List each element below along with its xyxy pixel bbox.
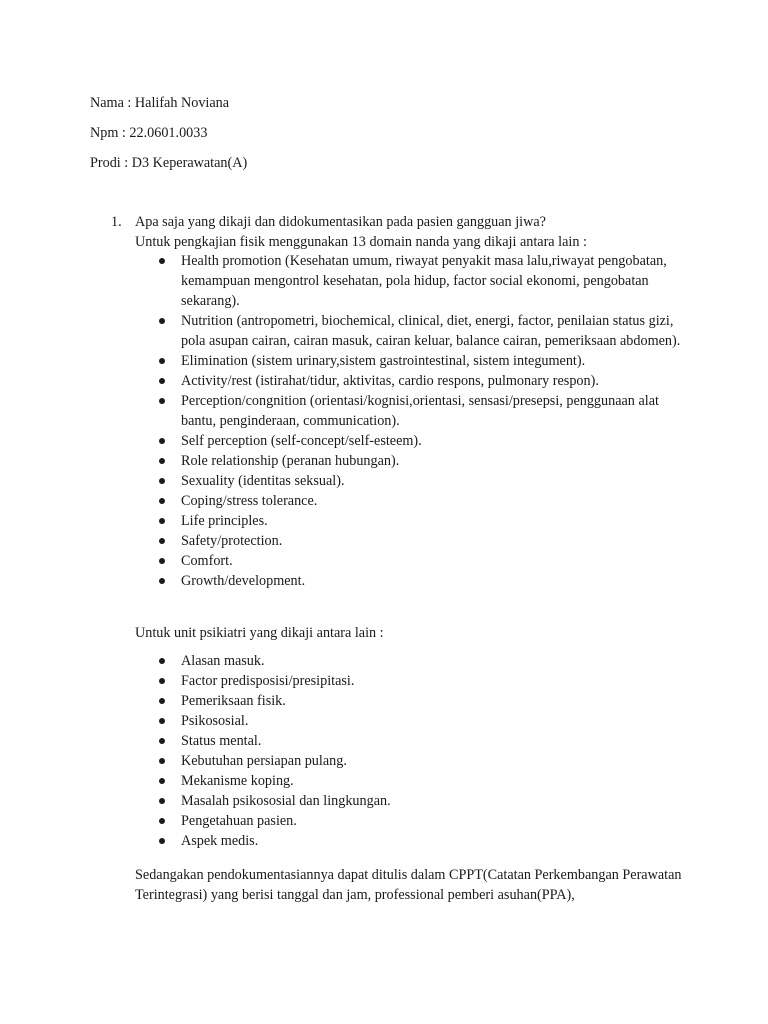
physical-assessment-intro: Untuk pengkajian fisik menggunakan 13 domain nanda yang dikaji antara lain : <box>135 234 587 250</box>
list-item <box>0 531 768 551</box>
list-item <box>0 571 768 591</box>
list-item-text: Sexuality (identitas seksual). <box>181 473 345 489</box>
bullet-icon <box>159 558 165 564</box>
list-item <box>0 391 768 431</box>
bullet-icon <box>159 738 165 744</box>
list-item-text: Life principles. <box>181 513 268 529</box>
list-item <box>0 451 768 471</box>
list-item-text: Elimination (sistem urinary,sistem gastrointestinal, sistem integument). <box>181 353 586 369</box>
list-item-text: Pengetahuan pasien. <box>181 813 297 829</box>
student-npm: Npm : 22.0601.0033 <box>90 125 208 141</box>
bullet-icon <box>159 698 165 704</box>
list-item <box>0 751 768 771</box>
list-item-text: Kebutuhan persiapan pulang. <box>181 753 347 769</box>
bullet-icon <box>159 778 165 784</box>
nanda-domain-list <box>0 251 768 591</box>
list-item-text: Status mental. <box>181 733 262 749</box>
bullet-icon <box>159 758 165 764</box>
bullet-icon <box>159 378 165 384</box>
question-number: 1. <box>111 214 122 230</box>
list-item <box>0 431 768 451</box>
question-text: Apa saja yang dikaji dan didokumentasikan pada pasien gangguan jiwa? <box>135 214 546 230</box>
list-item-text: Psikososial. <box>181 713 249 729</box>
list-item-text: Perception/congnition (orientasi/kognisi,orientasi, sensasi/presepsi, penggunaan alat bantu, penginderaan, communication). <box>181 393 659 429</box>
bullet-icon <box>159 458 165 464</box>
list-item <box>0 311 768 351</box>
bullet-icon <box>159 678 165 684</box>
bullet-icon <box>159 838 165 844</box>
bullet-icon <box>159 398 165 404</box>
list-item-text: Comfort. <box>181 553 233 569</box>
bullet-icon <box>159 658 165 664</box>
list-item-text: Nutrition (antropometri, biochemical, clinical, diet, energi, factor, penilaian status gizi, pola asupan cairan, cairan masuk, cairan keluar, balance cairan, pemeriksaan abdomen). <box>181 313 681 349</box>
documentation-paragraph: Sedangakan pendokumentasiannya dapat ditulis dalam CPPT(Catatan Perkembangan Perawatan Terintegrasi) yang berisi tanggal dan jam, professional pemberi asuhan(PPA), <box>135 867 682 903</box>
list-item-text: Safety/protection. <box>181 533 283 549</box>
list-item <box>0 491 768 511</box>
bullet-icon <box>159 538 165 544</box>
student-prodi: Prodi : D3 Keperawatan(A) <box>90 155 248 171</box>
list-item <box>0 691 768 711</box>
student-name: Nama : Halifah Noviana <box>90 95 230 111</box>
list-item-text: Growth/development. <box>181 573 306 589</box>
bullet-icon <box>159 358 165 364</box>
list-item <box>0 651 768 671</box>
list-item <box>0 371 768 391</box>
list-item <box>0 551 768 571</box>
list-item <box>0 831 768 851</box>
bullet-icon <box>159 258 165 264</box>
psychiatric-unit-intro: Untuk unit psikiatri yang dikaji antara lain : <box>135 625 384 641</box>
list-item-text: Factor predisposisi/presipitasi. <box>181 673 355 689</box>
bullet-icon <box>159 438 165 444</box>
bullet-icon <box>159 498 165 504</box>
bullet-icon <box>159 518 165 524</box>
list-item <box>0 771 768 791</box>
list-item-text: Alasan masuk. <box>181 653 265 669</box>
list-item-text: Mekanisme koping. <box>181 773 294 789</box>
bullet-icon <box>159 578 165 584</box>
list-item <box>0 511 768 531</box>
bullet-icon <box>159 478 165 484</box>
list-item <box>0 711 768 731</box>
list-item <box>0 351 768 371</box>
list-item-text: Health promotion (Kesehatan umum, riwayat penyakit masa lalu,riwayat pengobatan, kemampuan mengontrol kesehatan, pola hidup, factor social ekonomi, pengobatan sekarang). <box>181 253 667 309</box>
bullet-icon <box>159 818 165 824</box>
list-item-text: Activity/rest (istirahat/tidur, aktivitas, cardio respons, pulmonary respon). <box>181 373 599 389</box>
bullet-icon <box>159 318 165 324</box>
list-item <box>0 471 768 491</box>
list-item <box>0 791 768 811</box>
list-item-text: Coping/stress tolerance. <box>181 493 318 509</box>
list-item <box>0 251 768 311</box>
list-item-text: Self perception (self-concept/self-esteem). <box>181 433 422 449</box>
list-item <box>0 731 768 751</box>
psychiatric-assessment-list <box>0 651 768 851</box>
list-item-text: Masalah psikososial dan lingkungan. <box>181 793 391 809</box>
list-item <box>0 811 768 831</box>
list-item <box>0 671 768 691</box>
list-item-text: Role relationship (peranan hubungan). <box>181 453 400 469</box>
list-item-text: Aspek medis. <box>181 833 259 849</box>
list-item-text: Pemeriksaan fisik. <box>181 693 286 709</box>
bullet-icon <box>159 798 165 804</box>
bullet-icon <box>159 718 165 724</box>
